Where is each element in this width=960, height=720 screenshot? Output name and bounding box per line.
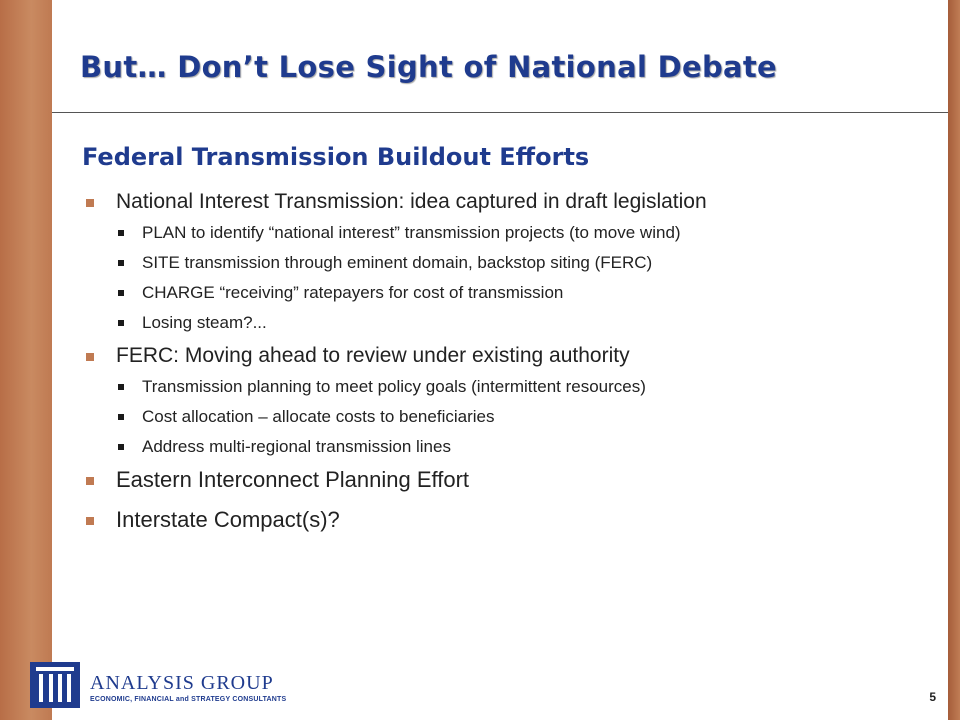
page-number: 5: [929, 690, 936, 704]
sub-bullet-text: PLAN to identify “national interest” transmission projects (to move wind): [142, 223, 681, 242]
square-bullet-icon: [86, 477, 94, 485]
company-tagline: ECONOMIC, FINANCIAL and STRATEGY CONSULTANTS: [90, 696, 287, 703]
sub-bullet-item: [116, 222, 914, 243]
sub-bullet-item: [116, 376, 914, 397]
square-bullet-icon: [118, 290, 124, 296]
left-decorative-border: [0, 0, 52, 720]
logo-column: [49, 674, 53, 702]
sub-bullet-list: [116, 376, 914, 457]
square-bullet-icon: [118, 384, 124, 390]
sub-bullet-text: SITE transmission through eminent domain, backstop siting (FERC): [142, 253, 653, 272]
logo-column: [67, 674, 71, 702]
bullet-item-interstate-compacts: [84, 507, 914, 533]
square-bullet-icon: [86, 199, 94, 207]
sub-bullet-list: [116, 222, 914, 333]
bullet-item-national-interest: [84, 189, 914, 333]
sub-bullet-item: [116, 312, 914, 333]
bullet-text: National Interest Transmission: idea captured in draft legislation: [116, 190, 707, 213]
bullet-text: Eastern Interconnect Planning Effort: [116, 467, 470, 492]
sub-bullet-item: [116, 282, 914, 303]
bullet-list: [84, 189, 914, 533]
square-bullet-icon: [118, 414, 124, 420]
square-bullet-icon: [118, 230, 124, 236]
sub-bullet-item: [116, 252, 914, 273]
logo-roof: [36, 667, 74, 671]
square-bullet-icon: [118, 260, 124, 266]
bullet-text: FERC: Moving ahead to review under existing authority: [116, 344, 630, 367]
sub-bullet-text: Transmission planning to meet policy goals (intermittent resources): [142, 377, 646, 396]
bullet-text: Interstate Compact(s)?: [116, 507, 340, 532]
bullet-item-ferc: [84, 343, 914, 457]
sub-bullet-text: CHARGE “receiving” ratepayers for cost of transmission: [142, 283, 564, 302]
sub-bullet-text: Cost allocation – allocate costs to beneficiaries: [142, 407, 495, 426]
logo-column: [39, 674, 43, 702]
square-bullet-icon: [118, 320, 124, 326]
sub-bullet-text: Address multi-regional transmission lines: [142, 437, 451, 456]
slide-title: But… Don’t Lose Sight of National Debate: [80, 50, 777, 84]
square-bullet-icon: [86, 353, 94, 361]
columns-building-icon: [30, 662, 80, 708]
bullet-content: [84, 189, 914, 547]
square-bullet-icon: [86, 517, 94, 525]
logo-column: [58, 674, 62, 702]
sub-bullet-item: [116, 436, 914, 457]
sub-bullet-item: [116, 406, 914, 427]
title-divider: [52, 112, 948, 113]
sub-bullet-text: Losing steam?...: [142, 313, 267, 332]
square-bullet-icon: [118, 444, 124, 450]
company-brand: ANALYSIS GROUP: [90, 672, 274, 694]
slide-subtitle: Federal Transmission Buildout Efforts: [82, 143, 590, 171]
right-decorative-border: [948, 0, 960, 720]
bullet-item-eastern-interconnect: [84, 467, 914, 493]
